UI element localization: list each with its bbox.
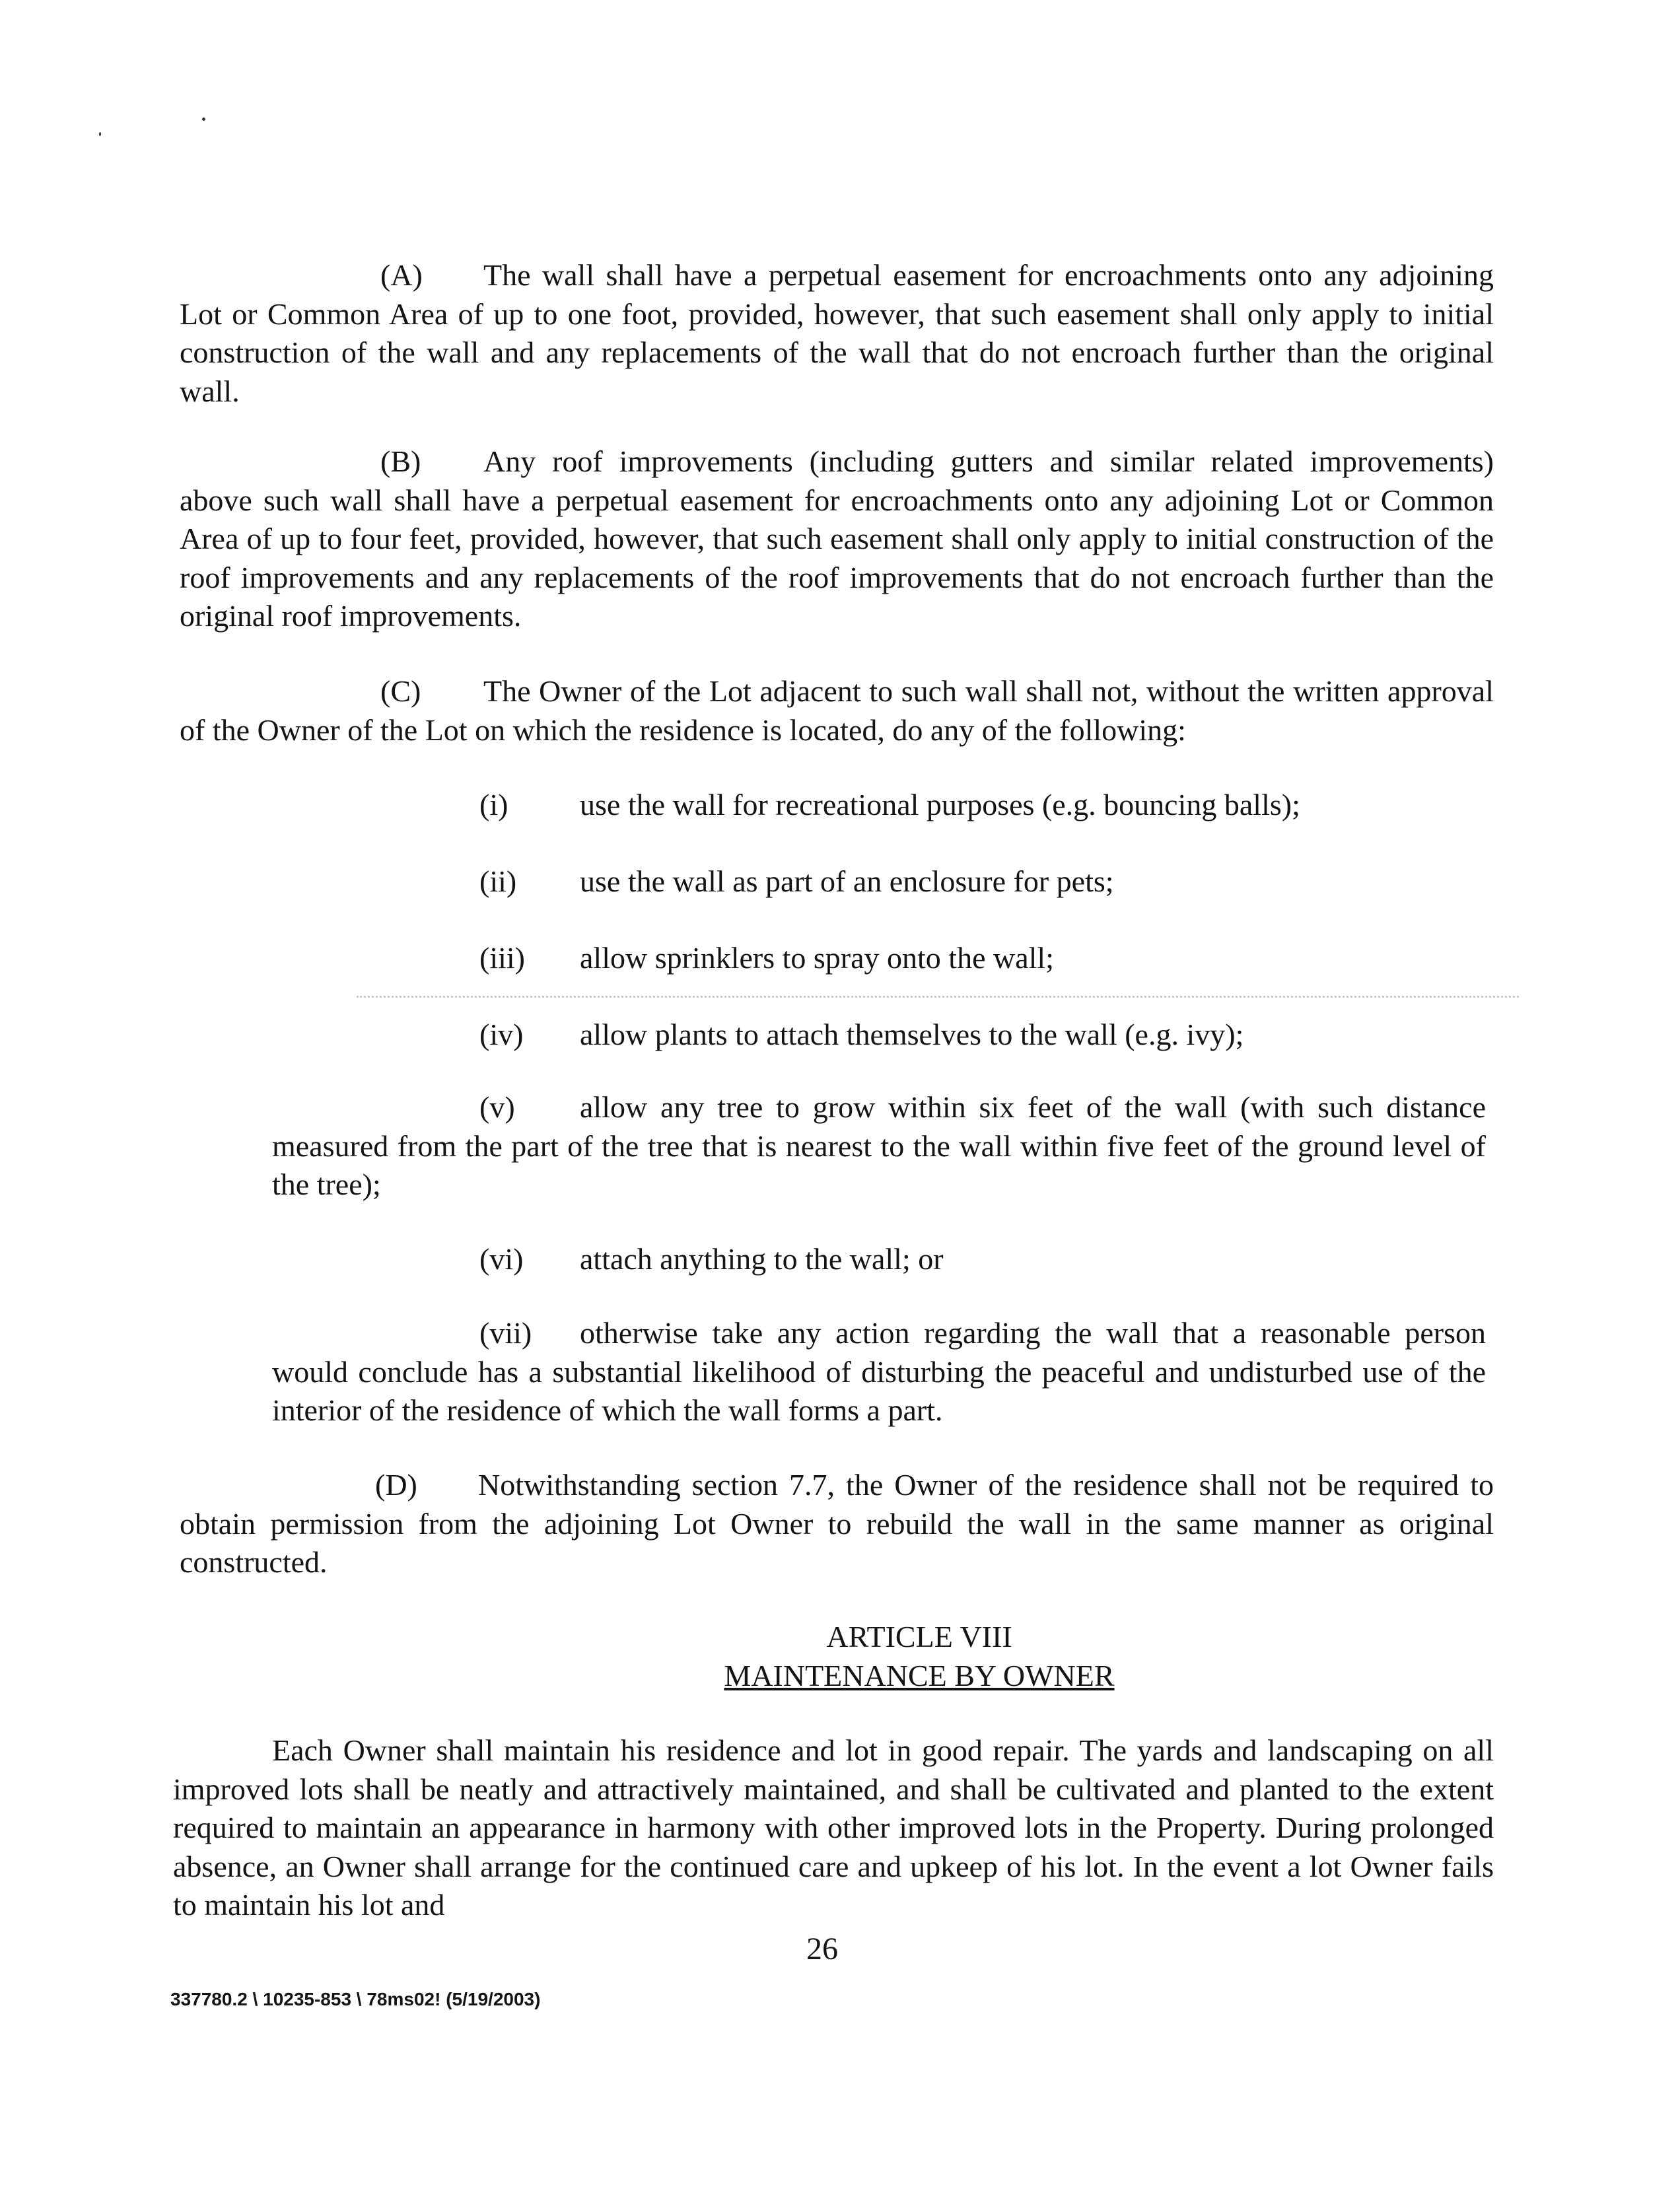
list-item-vi <box>479 1240 1483 1280</box>
list-item-text: use the wall as part of an enclosure for pets; <box>580 864 1114 898</box>
article-number: ARTICLE VIII <box>826 1620 1012 1653</box>
list-item-vii <box>272 1314 1486 1430</box>
scan-artifact-rule <box>357 996 1519 998</box>
paragraph-a-label: (A) <box>380 258 423 292</box>
paragraph-b-label: (B) <box>380 444 421 478</box>
list-item-i <box>479 786 1483 825</box>
scan-speck <box>202 118 205 121</box>
list-item-iv <box>479 1016 1483 1055</box>
list-item-number: (ii) <box>479 864 517 898</box>
list-item-ii <box>479 862 1483 902</box>
list-item-text: otherwise take any action regarding the wall that a reasonable person would conclude has a substantial likelihood of disturbing the peaceful and undisturbed use of the interior of the residence of which the wall forms a part. <box>272 1316 1486 1427</box>
paragraph-c <box>180 672 1494 749</box>
list-item-text: allow plants to attach themselves to the wall (e.g. ivy); <box>580 1018 1244 1051</box>
paragraph-d <box>180 1466 1494 1582</box>
article-body <box>173 1731 1494 1925</box>
scan-speck <box>99 132 101 136</box>
list-item-v <box>272 1088 1486 1204</box>
document-code: 337780.2 \ 10235-853 \ 78ms02! (5/19/2003) <box>170 1989 541 2009</box>
article-body-text: Each Owner shall maintain his residence and lot in good repair. The yards and landscaping on all improved lots shall be neatly and attractively maintained, and shall be cultivated and planted to the extent required to maintain an appearance in harmony with other improved lots in the Property. During prolonged absence, an Owner shall arrange for the continued care and upkeep of his lot. In the event a lot Owner fails to maintain his lot and <box>173 1733 1494 1922</box>
list-item-text: use the wall for recreational purposes (e.g. bouncing balls); <box>580 788 1300 821</box>
paragraph-a <box>180 256 1494 411</box>
list-item-text: attach anything to the wall; or <box>580 1242 944 1276</box>
list-item-text: allow sprinklers to spray onto the wall; <box>580 941 1054 975</box>
paragraph-b-text: Any roof improvements (including gutters and similar related improvements) above such wall shall have a perpetual easement for encroachments onto any adjoining Lot or Common Area of up to four feet, provided, however, that such easement shall only apply to initial construction of the roof improvements and any replacements of the roof improvements that do not encroach further than the original roof improvements. <box>180 444 1494 633</box>
paragraph-c-text: The Owner of the Lot adjacent to such wall shall not, without the written approval of the Owner of the Lot on which the residence is located, do any of the following: <box>180 674 1494 747</box>
paragraph-d-label: (D) <box>375 1468 417 1502</box>
list-item-number: (v) <box>479 1090 515 1124</box>
list-item-text: allow any tree to grow within six feet of the wall (with such distance measured from the part of the tree that is nearest to the wall within five feet of the ground level of the tree); <box>272 1090 1486 1201</box>
paragraph-a-text: The wall shall have a perpetual easement for encroachments onto any adjoining Lot or Common Area of up to one foot, provided, however, that such easement shall only apply to initial construction of the wall and any replacements of the wall that do not encroach further than the original wall. <box>180 258 1494 408</box>
paragraph-c-label: (C) <box>380 674 421 708</box>
list-item-iii <box>479 939 1483 979</box>
list-item-number: (vii) <box>479 1316 532 1350</box>
list-item-number: (iv) <box>479 1018 524 1051</box>
paragraph-b <box>180 442 1494 636</box>
list-item-number: (iii) <box>479 941 525 975</box>
article-title: MAINTENANCE BY OWNER <box>724 1658 1115 1692</box>
list-item-number: (vi) <box>479 1242 524 1276</box>
list-item-number: (i) <box>479 788 508 821</box>
article-heading <box>0 1618 1680 1695</box>
paragraph-d-text: Notwithstanding section 7.7, the Owner of the residence shall not be required to obtain permission from the adjoining Lot Owner to rebuild the wall in the same manner as original constructed. <box>180 1468 1494 1579</box>
page-number: 26 <box>806 1931 838 1966</box>
